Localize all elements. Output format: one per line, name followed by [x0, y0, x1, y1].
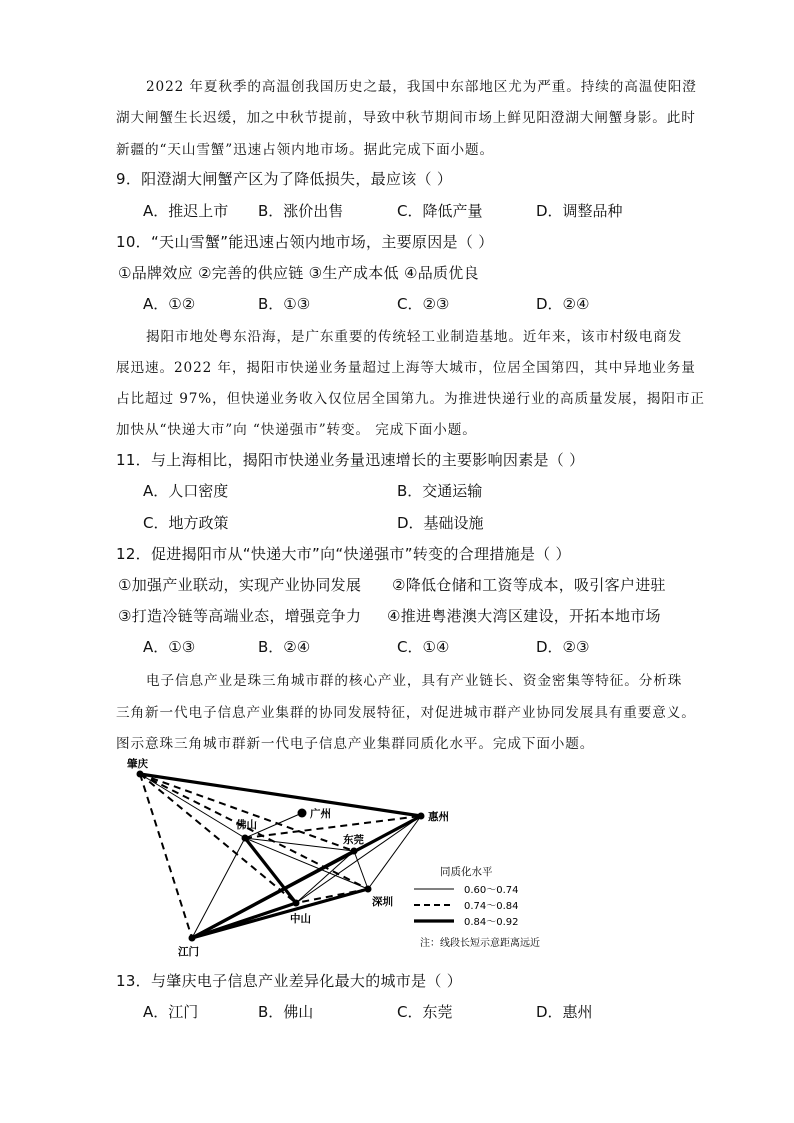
passage-3-line-3: 图示意珠三角城市群新一代电子信息产业集群同质化水平。完成下面小题。 — [116, 736, 595, 752]
edge-zhaoqing-foshan — [140, 774, 245, 838]
edge-zhaoqing-huizhou — [140, 774, 421, 816]
edge-zhaoqing-jiangmen — [140, 774, 192, 938]
q12-option-c[interactable]: C．①④ — [397, 638, 450, 656]
edge-huizhou-zhongshan — [296, 816, 421, 903]
q12-option-d[interactable]: D．②③ — [536, 638, 590, 656]
q9-option-a[interactable]: A．推迟上市 — [143, 202, 229, 220]
q11-option-d[interactable]: D．基础设施 — [397, 514, 484, 532]
city-node-jiangmen — [189, 935, 196, 942]
q10-option-c[interactable]: C．②③ — [397, 295, 450, 313]
city-label-dongguan: 东莞 — [343, 834, 364, 846]
city-node-guangzhou — [298, 809, 307, 818]
passage-1-line-1: 2022 年夏秋季的高温创我国历史之最，我国中东部地区尤为严重。持续的高温使阳澄 — [146, 79, 697, 95]
legend-label-2: 0.74～0.84 — [464, 901, 519, 912]
network-edges — [140, 774, 421, 938]
question-10-stem: 10．“天山雪蟹”能迅速占领内地市场，主要原因是（ ） — [116, 233, 494, 251]
legend-title: 同质化水平 — [440, 866, 493, 878]
q12-item-3: ③打造冷链等高端业态，增强竞争力 — [118, 607, 362, 625]
question-10-items: ①品牌效应 ②完善的供应链 ③生产成本低 ④品质优良 — [118, 264, 479, 282]
q12-option-a[interactable]: A．①③ — [143, 638, 196, 656]
city-label-jiangmen: 江门 — [178, 946, 199, 958]
passage-1-line-3: 新疆的“天山雪蟹”迅速占领内地市场。据此完成下面小题。 — [116, 142, 495, 158]
city-node-shenzhen — [365, 886, 372, 893]
question-12-stem: 12．促进揭阳市从“快递大市”向“快递强市”转变的合理措施是（ ） — [116, 545, 571, 563]
city-label-guangzhou: 广州 — [310, 808, 331, 820]
q9-option-d[interactable]: D．调整品种 — [536, 202, 623, 220]
city-node-zhaoqing — [137, 771, 144, 778]
legend-note: 注：线段长短示意距离远近 — [420, 938, 540, 949]
question-11-stem: 11．与上海相比，揭阳市快递业务量迅速增长的主要影响因素是（ ） — [116, 451, 585, 469]
q13-option-c[interactable]: C．东莞 — [397, 1003, 453, 1021]
q12-item-4: ④推进粤港澳大湾区建设，开拓本地市场 — [387, 607, 661, 625]
q12-item-2: ②降低仓储和工资等成本，吸引客户进驻 — [392, 576, 666, 594]
city-node-foshan — [242, 835, 249, 842]
q13-option-a[interactable]: A．江门 — [143, 1003, 199, 1021]
passage-2-line-2: 展迅速。2022 年，揭阳市快递业务量超过上海等大城市，位居全国第四，其中异地业务量 — [116, 360, 696, 376]
passage-3-line-2: 三角新一代电子信息产业集群的协同发展特征，对促进城市群产业协同发展具有重要意义。 — [116, 705, 696, 721]
city-node-dongguan — [351, 848, 358, 855]
passage-2-line-4: 加快从“快递大市”向 “快递强市”转变。 完成下面小题。 — [116, 422, 477, 438]
q10-option-b[interactable]: B．①③ — [258, 295, 311, 313]
passage-1-line-2: 湖大闸蟹生长迟缓，加之中秋节提前，导致中秋节期间市场上鲜见阳澄湖大闸蟹身影。此时 — [116, 110, 696, 126]
question-9-stem: 9．阳澄湖大闸蟹产区为了降低损失，最应该（ ） — [116, 170, 453, 188]
city-label-foshan: 佛山 — [236, 819, 257, 831]
city-label-zhongshan: 中山 — [290, 913, 311, 925]
map-legend — [414, 865, 540, 949]
passage-3-line-1: 电子信息产业是珠三角城市群的核心产业，具有产业链长、资金密集等特征。分析珠 — [146, 673, 683, 689]
q9-option-c[interactable]: C．降低产量 — [397, 202, 483, 220]
q13-option-d[interactable]: D．惠州 — [536, 1003, 593, 1021]
city-label-zhaoqing: 肇庆 — [127, 758, 148, 770]
city-label-huizhou: 惠州 — [428, 811, 449, 823]
edge-foshan-zhongshan — [245, 838, 296, 903]
passage-2-line-1: 揭阳市地处粤东沿海，是广东重要的传统轻工业制造基地。近年来，该市村级电商发 — [146, 329, 683, 345]
q11-option-a[interactable]: A．人口密度 — [143, 482, 229, 500]
passage-2-line-3: 占比超过 97%，但快递业务收入仅位居全国第九。为推进快递行业的高质量发展，揭阳市正 — [116, 391, 705, 407]
city-node-huizhou — [418, 813, 425, 820]
legend-label-1: 0.60～0.74 — [464, 885, 519, 896]
q11-option-b[interactable]: B．交通运输 — [397, 482, 483, 500]
city-node-zhongshan — [293, 900, 300, 907]
q13-option-b[interactable]: B．佛山 — [258, 1003, 314, 1021]
q12-item-1: ①加强产业联动，实现产业协同发展 — [118, 576, 362, 594]
q10-option-a[interactable]: A．①② — [143, 295, 196, 313]
q9-option-b[interactable]: B．涨价出售 — [258, 202, 344, 220]
q12-option-b[interactable]: B．②④ — [258, 638, 311, 656]
legend-label-3: 0.84～0.92 — [464, 917, 519, 928]
question-13-stem: 13．与肇庆电子信息产业差异化最大的城市是（ ） — [116, 972, 463, 990]
edge-huizhou-shenzhen — [368, 816, 421, 889]
city-label-shenzhen: 深圳 — [372, 896, 393, 908]
q10-option-d[interactable]: D．②④ — [536, 295, 590, 313]
q11-option-c[interactable]: C．地方政策 — [143, 514, 229, 532]
